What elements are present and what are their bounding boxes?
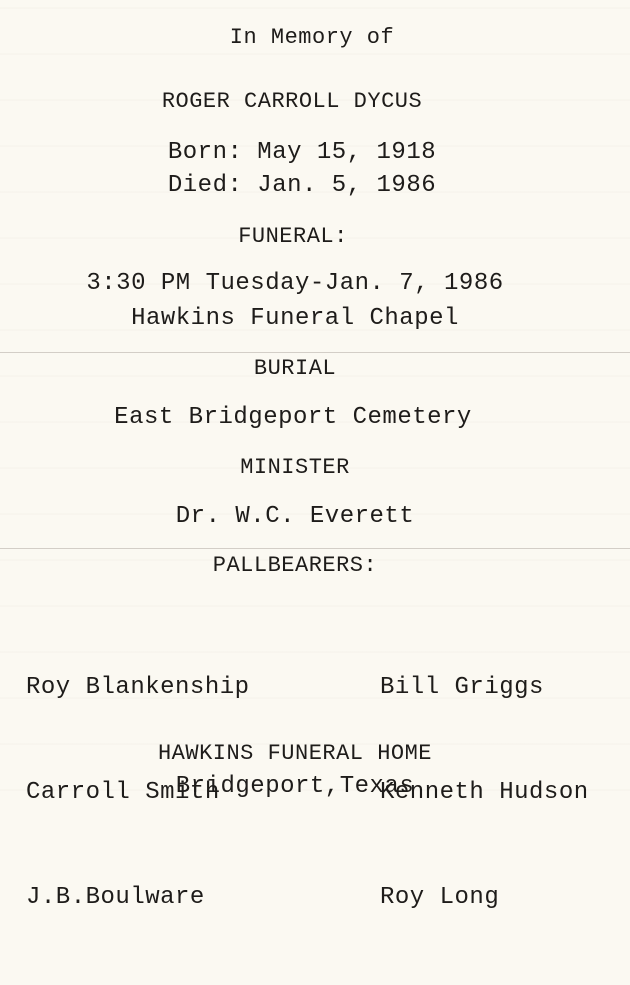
burial-place: East Bridgeport Cemetery xyxy=(114,404,472,431)
memorial-label: In Memory of xyxy=(229,25,395,50)
pallbearer-name: J.B.Boulware xyxy=(26,884,205,911)
burial-heading: BURIAL xyxy=(253,356,337,381)
fold-line xyxy=(0,352,630,353)
pallbearer-name: Kenneth Hudson xyxy=(380,779,589,806)
funeral-heading: FUNERAL: xyxy=(238,224,348,249)
pallbearer-name: Roy Long xyxy=(380,884,500,911)
pallbearer-name: Carroll Smith xyxy=(26,779,220,806)
funeral-place: Hawkins Funeral Chapel xyxy=(131,305,459,332)
funeral-home-name: HAWKINS FUNERAL HOME xyxy=(157,741,433,766)
death-date: Died: Jan. 5, 1986 xyxy=(167,172,437,199)
minister-heading: MINISTER xyxy=(240,455,350,480)
funeral-home-location: Bridgeport,Texas xyxy=(175,773,415,800)
minister-name: Dr. W.C. Everett xyxy=(175,503,415,530)
funeral-time: 3:30 PM Tuesday-Jan. 7, 1986 xyxy=(86,270,504,297)
fold-line xyxy=(0,548,630,549)
pallbearers-heading: PALLBEARERS: xyxy=(212,553,378,578)
pallbearer-name: Bill Griggs xyxy=(380,674,544,701)
pallbearer-name: Roy Blankenship xyxy=(26,674,250,701)
deceased-name: ROGER CARROLL DYCUS xyxy=(161,89,423,114)
birth-date: Born: May 15, 1918 xyxy=(167,139,437,166)
